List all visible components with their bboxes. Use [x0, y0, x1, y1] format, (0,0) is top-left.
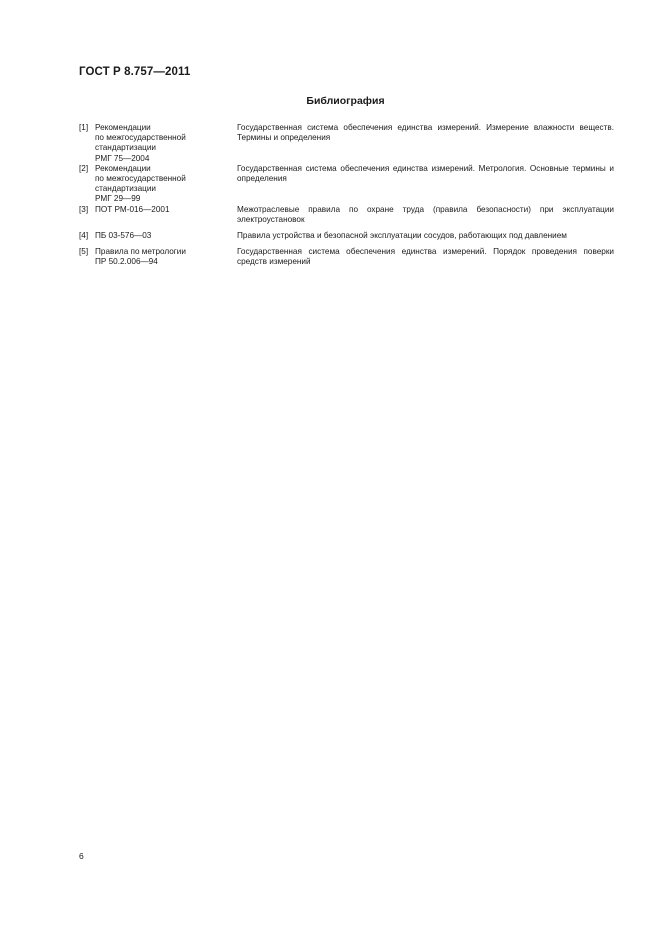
bibliography-description: Государственная система обеспечения единства измерений. Порядок проведения поверки средств измерений: [237, 247, 614, 267]
bibliography-source-line: ПОТ РМ-016—2001: [95, 204, 170, 214]
bibliography-source-column: [79, 123, 237, 164]
bibliography-number: [3]: [79, 204, 89, 214]
bibliography-entry: [79, 247, 614, 267]
bibliography-entry: [79, 164, 614, 205]
bibliography-source-line: по межгосударственной: [95, 174, 186, 184]
bibliography-source-line: Рекомендации: [95, 163, 151, 173]
bibliography-source-line: стандартизации: [95, 184, 156, 194]
bibliography-number: [4]: [79, 231, 89, 241]
bibliography-entry: [79, 231, 614, 241]
bibliography-source-column: [79, 247, 237, 267]
bibliography-description: Межотраслевые правила по охране труда (правила безопасности) при эксплуатации электроустановок: [237, 204, 614, 224]
bibliography-description: Государственная система обеспечения единства измерений. Измерение влажности веществ. Термины и определения: [237, 123, 614, 143]
bibliography-source: [95, 247, 237, 267]
bibliography-source: [95, 164, 237, 205]
bibliography-source-line: РМГ 75—2004: [95, 153, 150, 163]
bibliography-source-column: [79, 164, 237, 205]
bibliography-entry: [79, 123, 614, 164]
bibliography-source-column: [79, 231, 237, 241]
bibliography-source-line: РМГ 29—99: [95, 194, 141, 204]
bibliography-description: Правила устройства и безопасной эксплуатации сосудов, работающих под давлением: [237, 231, 567, 241]
bibliography-source: [95, 231, 237, 241]
bibliography-source-line: стандартизации: [95, 143, 156, 153]
bibliography-entry: [79, 205, 614, 225]
bibliography-number: [5]: [79, 247, 89, 257]
bibliography-source-line: Правила по метрологии: [95, 247, 186, 257]
bibliography-source-column: [79, 205, 237, 215]
bibliography-source: [95, 205, 237, 215]
bibliography-source-line: по межгосударственной: [95, 133, 186, 143]
document-header: ГОСТ Р 8.757—2011: [79, 66, 191, 78]
bibliography-source-line: ПБ 03-576—03: [95, 231, 152, 241]
bibliography-source-line: ПР 50.2.006—94: [95, 257, 158, 267]
bibliography-source: [95, 123, 237, 164]
bibliography-source-line: Рекомендации: [95, 123, 151, 132]
section-title: Библиография: [306, 95, 385, 107]
bibliography-list: [79, 123, 614, 268]
bibliography-number: [2]: [79, 163, 89, 173]
page-number: 6: [79, 851, 84, 861]
bibliography-number: [1]: [79, 123, 89, 132]
bibliography-description: Государственная система обеспечения единства измерений. Метрология. Основные термины и определения: [237, 163, 614, 184]
